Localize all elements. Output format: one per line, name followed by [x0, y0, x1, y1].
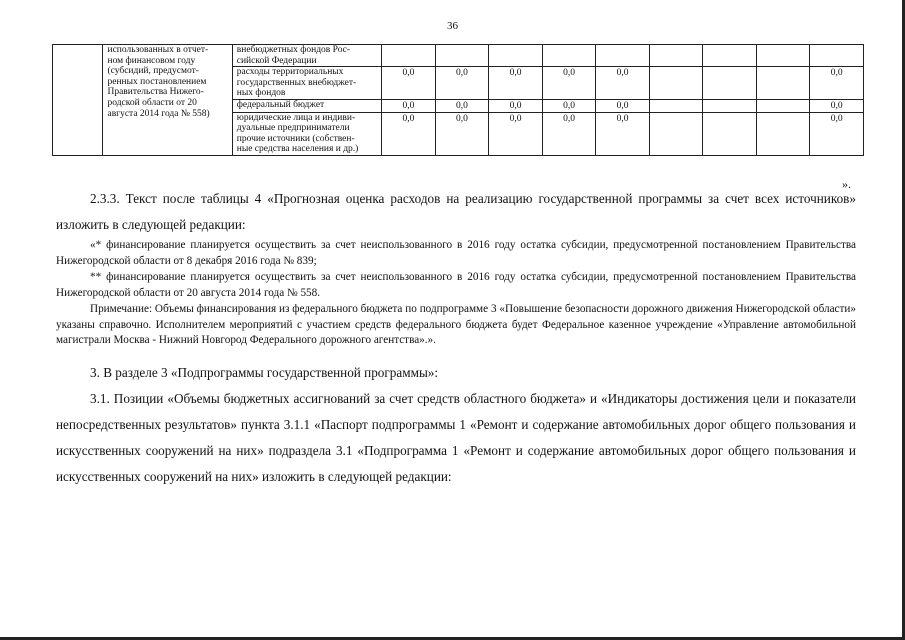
value-cell: [756, 67, 810, 100]
value-cell: 0,0: [810, 99, 864, 112]
funding-source-cell: [232, 99, 381, 112]
value-cell: 0,0: [810, 112, 864, 155]
value-cell: [489, 45, 543, 67]
section-3-heading: 3. В разделе 3 «Подпрограммы государственной программы»:: [90, 365, 439, 380]
funding-source-cell: [232, 67, 381, 100]
table-row: [53, 45, 864, 67]
value-cell: 0,0: [596, 99, 650, 112]
program-description-line: родской области от 20: [107, 97, 197, 108]
value-cell: 0,0: [382, 99, 436, 112]
value-cell: 0,0: [810, 67, 864, 100]
value-cell: [756, 112, 810, 155]
value-cell: [756, 45, 810, 67]
funding-source-line: ные средства населения и др.): [236, 144, 359, 155]
footnote-single-star: «* финансирование планируется осуществить за счет неиспользованного в 2016 году остатка субсидии, предусмотренной постановлением Правительства Нижегородской области от 8 декабря 2016 года № 839;: [56, 239, 856, 267]
value-cell: [756, 99, 810, 112]
funding-source-line: юридические лица и индиви-: [236, 112, 356, 123]
value-cell: [703, 112, 757, 155]
program-description-line: ренных постановлением: [107, 76, 207, 87]
blank-column-cell: [53, 45, 103, 156]
table-note: Примечание: Объемы финансирования из федерального бюджета по подпрограмме 3 «Повышение безопасности дорожного движения Нижегородской области» указаны справочно. Исполнителем мероприятий с участием средств федерального бюджета будет Федеральное казенное учреждение «Управление автомобильной магистрали Москва - Нижний Новгород Федерального дорожного агентства».».: [56, 303, 856, 347]
footnote-double-star: ** финансирование планируется осуществить за счет неиспользованного в 2016 году остатка субсидии, предусмотренной постановлением Правительства Нижегородской области от 20 августа 2014 года № 558.: [56, 271, 856, 299]
value-cell: 0,0: [542, 112, 596, 155]
value-cell: [649, 45, 703, 67]
value-cell: [596, 45, 650, 67]
paragraph-2-3-3: 2.3.3. Текст после таблицы 4 «Прогнозная оценка расходов на реализацию государственной программы за счет всех источников» изложить в следующей редакции:: [56, 191, 856, 232]
budget-table: [52, 44, 864, 156]
value-cell: 0,0: [596, 112, 650, 155]
funding-source-line: прочие источники (собствен-: [236, 133, 355, 144]
value-cell: 0,0: [435, 67, 489, 100]
value-cell: [649, 99, 703, 112]
paragraph-3-1: 3.1. Позиции «Объемы бюджетных ассигнований за счет средств областного бюджета» и «Индикаторы достижения цели и показатели непосредственных результатов» пункта 3.1.1 «Паспорт подпрограммы 1 «Ремонт и содержание автомобильных дорог общего пользования и искусственных сооружений на них» подраздела 3.1 «Подпрограмма 1 «Ремонт и содержание автомобильных дорог общего пользования и искусственных сооружений на них» изложить в следующей редакции:: [56, 391, 856, 484]
value-cell: 0,0: [382, 67, 436, 100]
program-description-line: Правительства Нижего-: [107, 87, 204, 98]
funding-source-line: дуальные предприниматели: [236, 123, 350, 134]
value-cell: [542, 45, 596, 67]
funding-source-line: ных фондов: [236, 88, 286, 99]
funding-source-line: государственных внебюджет-: [236, 77, 357, 88]
value-cell: [649, 112, 703, 155]
value-cell: 0,0: [489, 67, 543, 100]
value-cell: 0,0: [542, 67, 596, 100]
funding-source-line: сийской Федерации: [236, 55, 317, 66]
funding-source-cell: [232, 112, 381, 155]
program-description-line: августа 2014 года № 558): [107, 108, 210, 119]
program-description-line: использованных в отчет-: [107, 45, 209, 55]
value-cell: [382, 45, 436, 67]
program-description-line: (субсидий, предусмот-: [107, 66, 199, 77]
value-cell: 0,0: [435, 99, 489, 112]
funding-source-line: расходы территориальных: [236, 67, 344, 78]
value-cell: [649, 67, 703, 100]
value-cell: 0,0: [596, 67, 650, 100]
value-cell: 0,0: [382, 112, 436, 155]
value-cell: [435, 45, 489, 67]
page-number: 36: [447, 20, 458, 32]
funding-source-line: федеральный бюджет: [236, 99, 325, 110]
program-description-line: ном финансовом году: [107, 55, 196, 66]
value-cell: [703, 67, 757, 100]
funding-source-line: внебюджетных фондов Рос-: [236, 45, 351, 55]
value-cell: 0,0: [435, 112, 489, 155]
value-cell: [810, 45, 864, 67]
program-description-cell: [103, 45, 232, 156]
closing-quote: ».: [842, 177, 851, 191]
funding-source-cell: [232, 45, 381, 67]
value-cell: [703, 99, 757, 112]
value-cell: [703, 45, 757, 67]
value-cell: 0,0: [489, 112, 543, 155]
value-cell: 0,0: [489, 99, 543, 112]
value-cell: 0,0: [542, 99, 596, 112]
